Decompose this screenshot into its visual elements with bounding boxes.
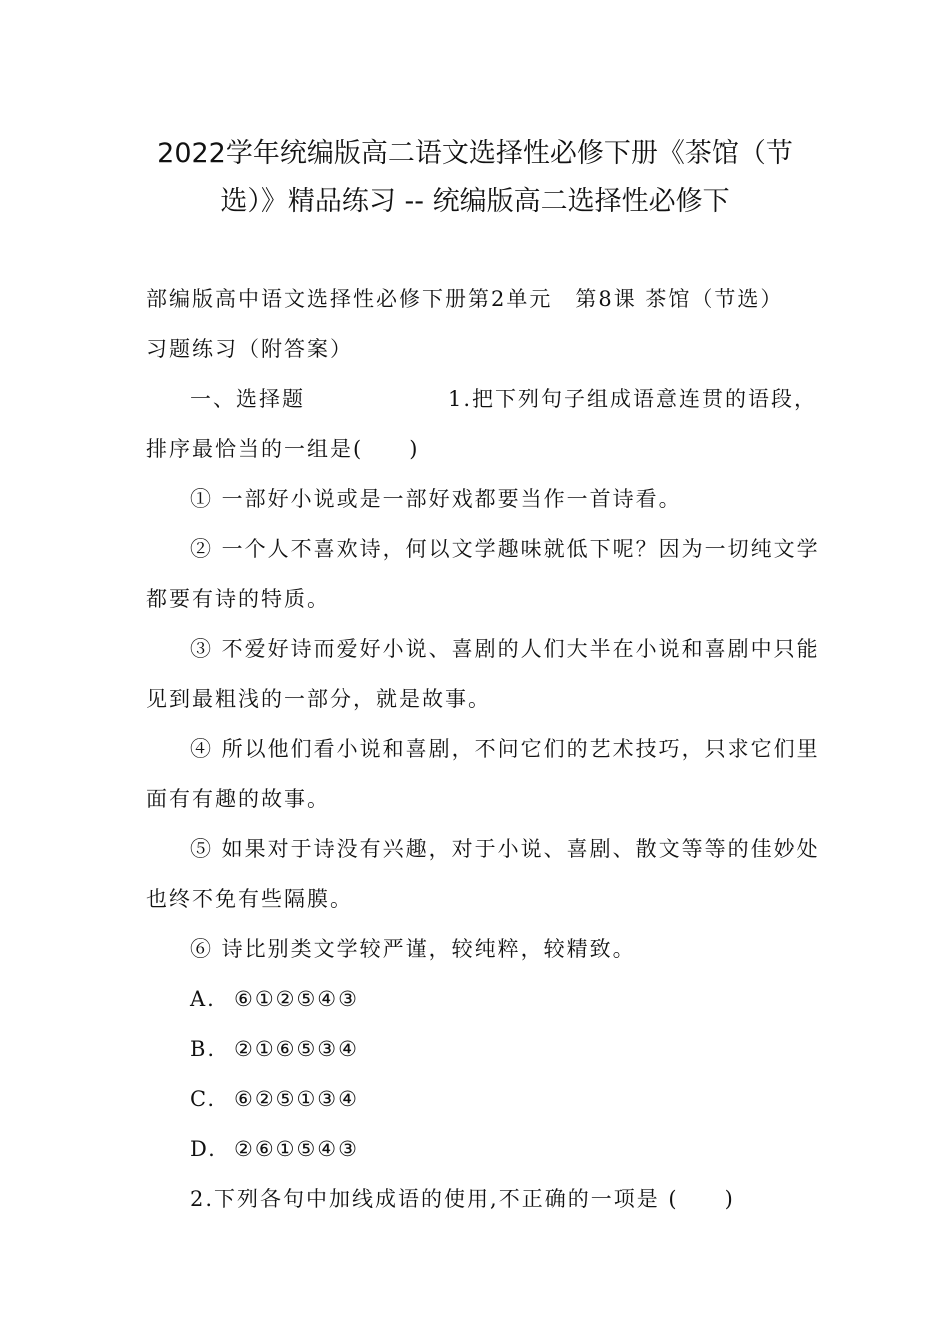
- sentence-5-line-2: 也终不免有些隔膜。: [146, 887, 353, 911]
- option-c-text: ⑥②⑤①③④: [234, 1087, 359, 1111]
- sentence-5-line-1: ⑤ 如果对于诗没有兴趣，对于小说、喜剧、散文等等的佳妙处: [190, 837, 820, 861]
- sentence-4-line-1: ④ 所以他们看小说和喜剧，不问它们的艺术技巧，只求它们里: [190, 737, 820, 761]
- sentence-4-line-2: 面有有趣的故事。: [146, 787, 330, 811]
- sentence-3-line-1: ③ 不爱好诗而爱好小说、喜剧的人们大半在小说和喜剧中只能: [190, 637, 820, 661]
- intro-line-2: 习题练习（附答案）: [146, 337, 353, 361]
- intro-line-1: 部编版高中语文选择性必修下册第2单元 第8课 茶馆（节选）: [146, 287, 784, 311]
- option-c-letter: C.: [190, 1087, 216, 1111]
- sentence-2-line-1: ② 一个人不喜欢诗，何以文学趣味就低下呢？因为一切纯文学: [190, 537, 820, 561]
- document-title: [150, 130, 800, 226]
- option-b-letter: B.: [190, 1037, 217, 1061]
- title-line-2: 选）》精品练习 -- 统编版高二选择性必修下: [220, 186, 730, 217]
- sentence-2-line-2: 都要有诗的特质。: [146, 587, 330, 611]
- title-line-1: 2022学年统编版高二语文选择性必修下册《茶馆（节: [157, 138, 793, 169]
- option-d-text: ②⑥①⑤④③: [234, 1137, 359, 1161]
- sentence-1: ① 一部好小说或是一部好戏都要当作一首诗看。: [190, 487, 682, 511]
- option-a-text: ⑥①②⑤④③: [234, 987, 359, 1011]
- option-d-letter: D.: [190, 1137, 217, 1161]
- option-b-text: ②①⑥⑤③④: [234, 1037, 359, 1061]
- option-a-letter: A.: [190, 987, 216, 1011]
- question-2: 2.下列各句中加线成语的使用,不正确的一项是 ( ): [190, 1187, 735, 1211]
- sentence-6: ⑥ 诗比别类文学较严谨，较纯粹，较精致。: [190, 937, 636, 961]
- section-heading: 一、选择题: [190, 387, 305, 411]
- question-1-line-2: 排序最恰当的一组是( ): [146, 437, 420, 461]
- question-1-line-1: 1.把下列句子组成语意连贯的语段，: [448, 387, 818, 411]
- sentence-3-line-2: 见到最粗浅的一部分，就是故事。: [146, 687, 491, 711]
